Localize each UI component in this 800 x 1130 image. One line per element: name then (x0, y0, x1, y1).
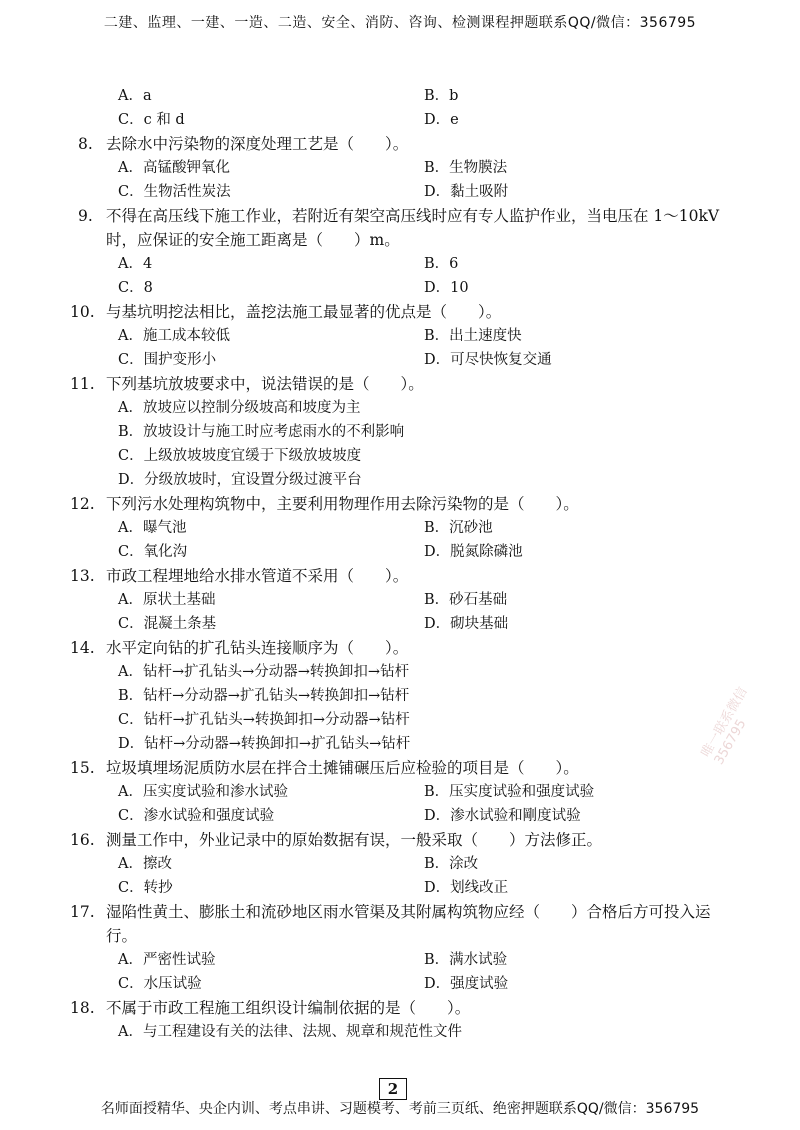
question-list (70, 84, 738, 1044)
option-a: A．原状土基础 (118, 592, 216, 608)
option-c: C．c 和 d (118, 112, 185, 128)
question-14 (70, 636, 738, 756)
option-a: A．高锰酸钾氧化 (118, 160, 230, 176)
question-16 (70, 828, 738, 900)
option-d: D．分级放坡时，宜设置分级过渡平台 (118, 472, 362, 488)
option-b: B．6 (424, 256, 459, 272)
question-stem: 测量工作中，外业记录中的原始数据有误，一般采取（ ）方法修正。 (106, 831, 603, 849)
question-number: 18. (70, 999, 95, 1017)
option-a: A．严密性试验 (118, 952, 216, 968)
question-number: 17. (70, 903, 95, 921)
option-b: B．放坡设计与施工时应考虑雨水的不利影响 (118, 424, 405, 440)
page-footer: 名师面授精华、央企内训、考点串讲、习题模考、考前三页纸、绝密押题联系QQ/微信：356795 (100, 1101, 700, 1117)
option-d: D．脱氮除磷池 (424, 544, 523, 560)
option-c: C．渗水试验和强度试验 (118, 808, 275, 824)
question-stem: 湿陷性黄土、膨胀土和流砂地区雨水管渠及其附属构筑物应经（ ）合格后方可投入运行。 (106, 903, 711, 945)
question-stem: 下列基坑放坡要求中，说法错误的是（ ）。 (106, 375, 424, 393)
option-d: D．e (424, 112, 459, 128)
question-9 (78, 204, 738, 300)
question-stem: 去除水中污染物的深度处理工艺是（ ）。 (106, 135, 409, 153)
question-stem: 市政工程埋地给水排水管道不采用（ ）。 (106, 567, 409, 585)
option-d: D．强度试验 (424, 976, 509, 992)
question-12 (70, 492, 738, 564)
page-number: 2 (379, 1078, 407, 1100)
question-11 (70, 372, 738, 492)
question-number: 14. (70, 639, 95, 657)
option-c: C．围护变形小 (118, 352, 217, 368)
question-number: 12. (70, 495, 95, 513)
watermark: 唯一联系微信356795 (698, 684, 751, 768)
option-c: C．混凝土条基 (118, 616, 217, 632)
question-number: 9. (78, 207, 93, 225)
option-c: C．氧化沟 (118, 544, 188, 560)
question-stem: 垃圾填埋场泥质防水层在拌合土摊铺碾压后应检验的项目是（ ）。 (106, 759, 579, 777)
option-b: B．生物膜法 (424, 160, 508, 176)
option-d: D．钻杆→分动器→转换卸扣→扩孔钻头→钻杆 (118, 736, 411, 752)
question-17 (70, 900, 738, 996)
question-18 (70, 996, 738, 1044)
option-d: D．渗水试验和剛度试验 (424, 808, 581, 824)
option-c: C．钻杆→扩孔钻头→转换卸扣→分动器→钻杆 (118, 712, 410, 728)
option-a: A．曝气池 (118, 520, 187, 536)
question-stem: 不属于市政工程施工组织设计编制依据的是（ ）。 (106, 999, 471, 1017)
question-stem: 与基坑明挖法相比，盖挖法施工最显著的优点是（ ）。 (106, 303, 502, 321)
option-c: C．生物活性炭法 (118, 184, 231, 200)
partial-options (78, 84, 738, 132)
question-15 (70, 756, 738, 828)
option-c: C．上级放坡坡度宜缓于下级放坡坡度 (118, 448, 362, 464)
question-number: 16. (70, 831, 95, 849)
option-a: A．与工程建设有关的法律、法规、规章和规范性文件 (118, 1024, 462, 1040)
option-a: A．压实度试验和渗水试验 (118, 784, 288, 800)
option-b: B．满水试验 (424, 952, 508, 968)
option-a: A．a (118, 88, 152, 104)
question-number: 13. (70, 567, 95, 585)
question-13 (70, 564, 738, 636)
option-d: D．可尽快恢复交通 (424, 352, 552, 368)
option-c: C．转抄 (118, 880, 173, 896)
option-b: B．钻杆→分动器→扩孔钻头→转换卸扣→钻杆 (118, 688, 410, 704)
option-d: D．砌块基础 (424, 616, 509, 632)
option-c: C．8 (118, 280, 153, 296)
question-number: 15. (70, 759, 95, 777)
question-number: 10. (70, 303, 95, 321)
option-b: B．压实度试验和强度试验 (424, 784, 595, 800)
option-b: B．沉砂池 (424, 520, 493, 536)
option-b: B．砂石基础 (424, 592, 508, 608)
option-a: A．4 (118, 256, 153, 272)
option-d: D．黏土吸附 (424, 184, 509, 200)
question-stem: 不得在高压线下施工作业，若附近有架空高压线时应有专人监护作业，当电压在 1～10kV 时，应保证的安全施工距离是（ ）m。 (106, 207, 720, 249)
question-stem: 水平定向钻的扩孔钻头连接顺序为（ ）。 (106, 639, 409, 657)
option-a: A．擦改 (118, 856, 172, 872)
option-a: A．施工成本较低 (118, 328, 230, 344)
question-8 (78, 132, 738, 204)
option-b: B．出土速度快 (424, 328, 522, 344)
question-number: 8. (78, 135, 93, 153)
option-a: A．放坡应以控制分级坡高和坡度为主 (118, 400, 361, 416)
question-number: 11. (70, 375, 95, 393)
question-stem: 下列污水处理构筑物中，主要利用物理作用去除污染物的是（ ）。 (106, 495, 579, 513)
option-b: B．b (424, 88, 459, 104)
page-header: 二建、监理、一建、一造、二造、安全、消防、咨询、检测课程押题联系QQ/微信：356795 (103, 15, 697, 31)
option-c: C．水压试验 (118, 976, 202, 992)
option-d: D．10 (424, 280, 469, 296)
option-d: D．划线改正 (424, 880, 509, 896)
option-a: A．钻杆→扩孔钻头→分动器→转换卸扣→钻杆 (118, 664, 410, 680)
option-b: B．涂改 (424, 856, 479, 872)
question-10 (70, 300, 738, 372)
